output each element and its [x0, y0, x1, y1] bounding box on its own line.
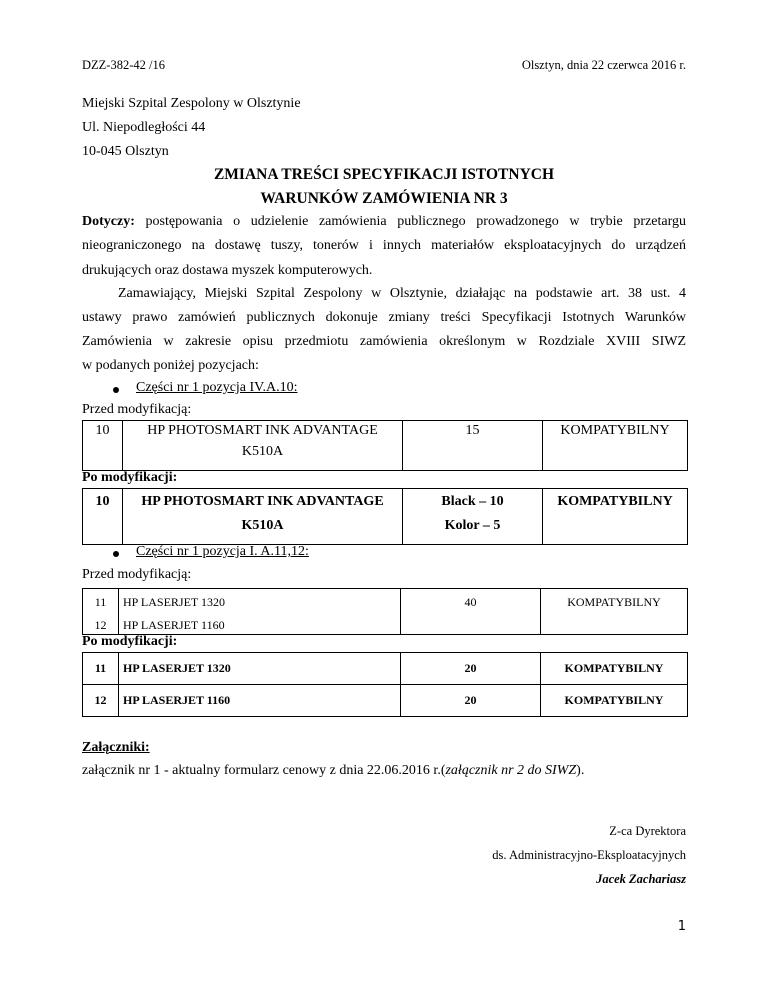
section1-heading: Części nr 1 pozycja IV.A.10:: [136, 380, 298, 395]
subject-label: Dotyczy:: [82, 214, 135, 229]
title-line-2: WARUNKÓW ZAMÓWIENIA NR 3: [260, 190, 508, 207]
address-line-2: Ul. Niepodległości 44: [82, 120, 206, 135]
bullet-icon: [113, 551, 119, 557]
table-row: [83, 421, 688, 471]
table-row: [83, 589, 688, 635]
table-row: [83, 685, 688, 717]
item-number: 10: [83, 489, 123, 545]
subject-line-3: drukujących oraz dostawa myszek komputerowych.: [82, 263, 373, 278]
subject-line-1: Dotyczy: postępowania o udzielenie zamówienia publicznego prowadzonego w trybie przetargu: [82, 214, 687, 229]
attachments-text: załącznik nr 1 - aktualny formularz cenowy z dnia 22.06.2016 r.(załącznik nr 2 do SIWZ).: [82, 763, 585, 778]
body-line-4: w podanych poniżej pozycjach:: [82, 358, 259, 373]
item-number: 11: [83, 653, 119, 685]
section1-before-table: [82, 420, 688, 471]
item-names: HP LASERJET 1320 HP LASERJET 1160: [119, 589, 401, 635]
section2-before-label: Przed modyfikacją:: [82, 567, 192, 582]
item-numbers: 11 12: [83, 589, 119, 635]
signature-name: Jacek Zachariasz: [596, 872, 686, 886]
item-name: HP LASERJET 1320: [119, 653, 401, 685]
place-date: Olsztyn, dnia 22 czerwca 2016 r.: [521, 58, 686, 72]
section1-before-label: Przed modyfikacją:: [82, 402, 192, 417]
address-line-1: Miejski Szpital Zespolony w Olsztynie: [82, 96, 301, 111]
table-row: [83, 653, 688, 685]
signature-role-1: Z-ca Dyrektora: [609, 824, 686, 838]
item-type: KOMPATYBILNY: [541, 589, 688, 635]
item-quantity: Black – 10 Kolor – 5: [403, 489, 543, 545]
document-reference: DZZ-382-42 /16: [82, 58, 165, 72]
table-row: [83, 489, 688, 545]
item-number: 12: [83, 685, 119, 717]
item-type: KOMPATYBILNY: [541, 653, 688, 685]
body-line-1: Zamawiający, Miejski Szpital Zespolony w Olsztynie, działając na podstawie art. 38 ust. 4: [118, 286, 686, 301]
item-quantity: 15: [403, 421, 543, 471]
title-line-1: ZMIANA TREŚCI SPECYFIKACJI ISTOTNYCH: [213, 166, 555, 183]
section2-after-label: Po modyfikacji:: [82, 634, 178, 649]
attachments-heading: Załączniki:: [82, 740, 150, 755]
item-name: HP PHOTOSMART INK ADVANTAGE K510A: [123, 421, 403, 471]
item-name: HP PHOTOSMART INK ADVANTAGE K510A: [123, 489, 403, 545]
section2-heading: Części nr 1 pozycja I. A.11,12:: [136, 544, 309, 559]
item-type: KOMPATYBILNY: [543, 421, 688, 471]
item-type: KOMPATYBILNY: [543, 489, 688, 545]
item-type: KOMPATYBILNY: [541, 685, 688, 717]
subject-line-2: nieograniczonego na dostawę tuszy, tonerów i innych materiałów eksploatacyjnych do urządzeń: [82, 238, 686, 253]
section1-after-label: Po modyfikacji:: [82, 470, 178, 485]
signature-role-2: ds. Administracyjno-Eksploatacyjnych: [492, 848, 686, 862]
item-number: 10: [83, 421, 123, 471]
section2-after-table: [82, 652, 688, 717]
address-line-3: 10-045 Olsztyn: [82, 144, 169, 159]
page-number: 1: [677, 919, 686, 934]
bullet-icon: [113, 387, 119, 393]
item-quantity: 40: [401, 589, 541, 635]
body-line-2: ustawy prawo zamówień publicznych dokonuje zmiany treści Specyfikacji Istotnych Warunków: [82, 310, 686, 325]
section1-after-table: [82, 488, 688, 545]
item-name: HP LASERJET 1160: [119, 685, 401, 717]
body-line-3: Zamówienia w zakresie opisu przedmiotu zamówienia określonym w Rozdziale XVIII SIWZ: [82, 334, 686, 349]
item-quantity: 20: [401, 685, 541, 717]
section2-before-table: [82, 588, 688, 635]
item-quantity: 20: [401, 653, 541, 685]
